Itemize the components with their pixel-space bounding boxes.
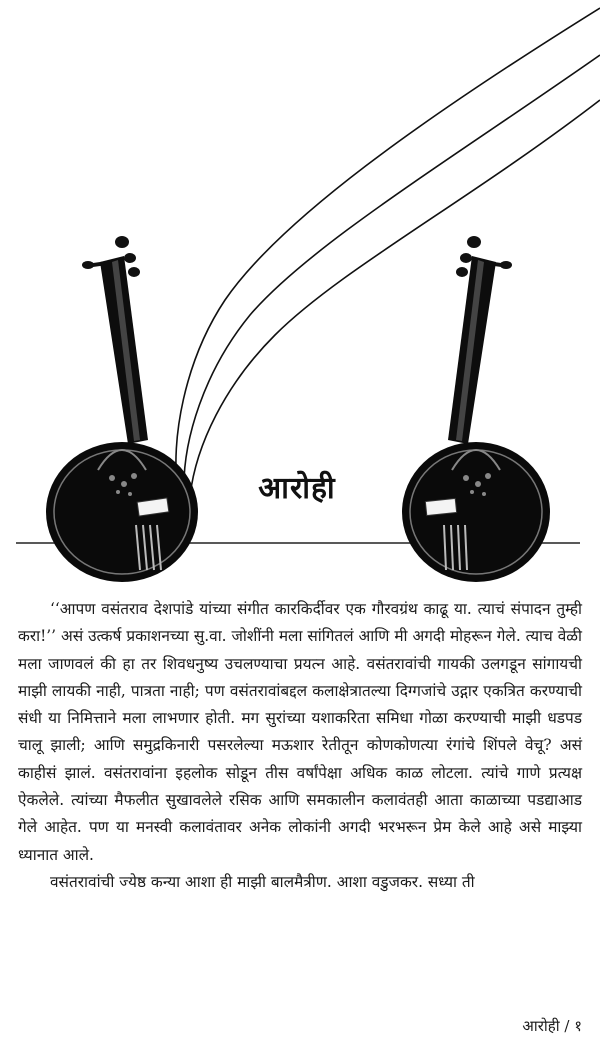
page-footer: आरोही / १	[522, 1017, 582, 1035]
left-tanpura-body	[46, 442, 198, 582]
left-tanpura	[46, 236, 198, 582]
right-tanpura-body	[402, 442, 550, 582]
paragraph: ‘‘आपण वसंतराव देशपांडे यांच्या संगीत कारकिर्दीवर एक गौरवग्रंथ काढू या. त्याचं संपादन तुम्ही करा!’’ असं उत्कर्ष प्रकाशनच्या सु.वा. जोशींनी मला सांगितलं आणि मी अगदी मोहरून गेले. त्याच वेळी मला जाणवलं की हा तर शिवधनुष्य उचलण्याचा प्रयत्न आहे. वसंतरावांची गायकी उलगडून सांगायची माझी लायकी नाही, पात्रता नाही; पण वसंतरावांबद्दल कलाक्षेत्रातल्या दिग्गजांचे उद्गार एकत्रित करण्याची संधी या निमित्ताने मला लाभणार होती. मग सुरांच्या यशाकरिता समिधा गोळा करण्याची माझी धडपड चालू झाली; आणि समुद्रकिनारी पसरलेल्या मऊशार रेतीतून कोणकोणत्या रंगांचे शिंपले वेचू? असं काहीसं झालं. वसंतरावांना इहलोक सोडून तीस वर्षांपेक्षा अधिक काळ लोटला. त्यांचे गाणे प्रत्यक्ष ऐकलेले. त्यांच्या मैफलीत सुखावलेले रसिक आणि समकालीन कलावंतही आता काळाच्या पडद्याआड गेले आहेत. पण या मनस्वी कलावंतावर अनेक लोकांनी अगदी भरभरून प्रेम केले आहे असे माझ्या ध्यानात आले.	[18, 600, 582, 864]
book-title: आरोही	[258, 471, 336, 506]
body-text	[18, 596, 582, 896]
right-tanpura	[402, 236, 550, 582]
paragraph: वसंतरावांची ज्येष्ठ कन्या आशा ही माझी बालमैत्रीण. आशा वडुजकर. सध्या ती	[50, 872, 475, 891]
flowing-strings	[176, 8, 600, 496]
